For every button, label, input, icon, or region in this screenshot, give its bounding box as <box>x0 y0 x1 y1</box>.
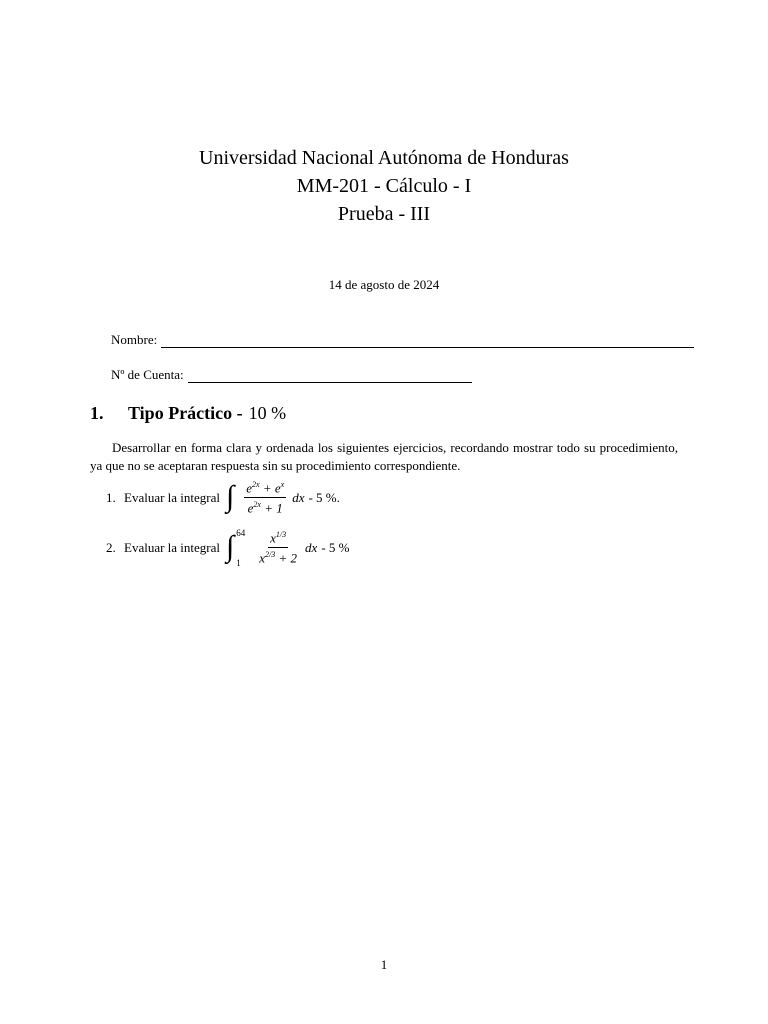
section-title: Tipo Práctico - <box>128 403 243 423</box>
integrand-denominator: $e^{2x} + 1$ <box>247 500 283 516</box>
exercise-item <box>106 480 340 517</box>
differential: dx <box>292 490 305 506</box>
exercise-item <box>106 528 349 568</box>
name-label: Nombre: <box>111 332 158 347</box>
document-title-block <box>0 144 768 228</box>
account-field <box>111 367 472 383</box>
instructions-paragraph: Desarrollar en forma clara y ordenada los siguientes ejercicios, recordando mostrar todo su procedimiento, ya que no se aceptaran respuesta sin su procedimiento correspondiente. <box>90 440 678 473</box>
upper-limit: 64 <box>236 528 246 538</box>
exercise-weight: - 5 % <box>321 540 350 555</box>
differential: dx <box>305 540 318 555</box>
name-field <box>111 332 694 348</box>
integral-limits <box>236 528 245 568</box>
integrand-fraction <box>244 480 286 517</box>
exam-date: 14 de agosto de 2024 <box>328 277 440 292</box>
exercise-number: 2. <box>106 540 116 555</box>
section-weight: 10 % <box>248 403 287 423</box>
lower-limit: 1 <box>236 558 241 568</box>
page-number: 1 <box>380 957 388 972</box>
integrand-numerator: $e^{2x} + e^x$ <box>244 480 286 498</box>
exercise-prompt: Evaluar la integral <box>124 540 221 555</box>
exercise-weight: - 5 %. <box>308 490 340 506</box>
integral-symbol: ∫ <box>226 480 235 514</box>
exercise-number: 1. <box>106 490 116 506</box>
course-code: MM-201 - Cálculo - I <box>296 175 472 197</box>
section-heading <box>90 403 286 424</box>
university-name: Universidad Nacional Autónoma de Honduras <box>199 147 569 169</box>
integral-symbol: ∫ <box>226 530 235 563</box>
exercise-prompt: Evaluar la integral <box>124 490 221 506</box>
name-blank-line[interactable] <box>161 335 694 348</box>
integrand-fraction <box>257 530 299 567</box>
exam-title: Prueba - III <box>337 203 431 225</box>
account-label: Nº de Cuenta: <box>111 367 184 382</box>
account-blank-line[interactable] <box>188 370 472 383</box>
integrand-numerator: $x^{1/3}$ <box>268 530 288 548</box>
section-number: 1. <box>90 403 104 423</box>
integrand-denominator: $x^{2/3} + 2$ <box>259 550 298 566</box>
